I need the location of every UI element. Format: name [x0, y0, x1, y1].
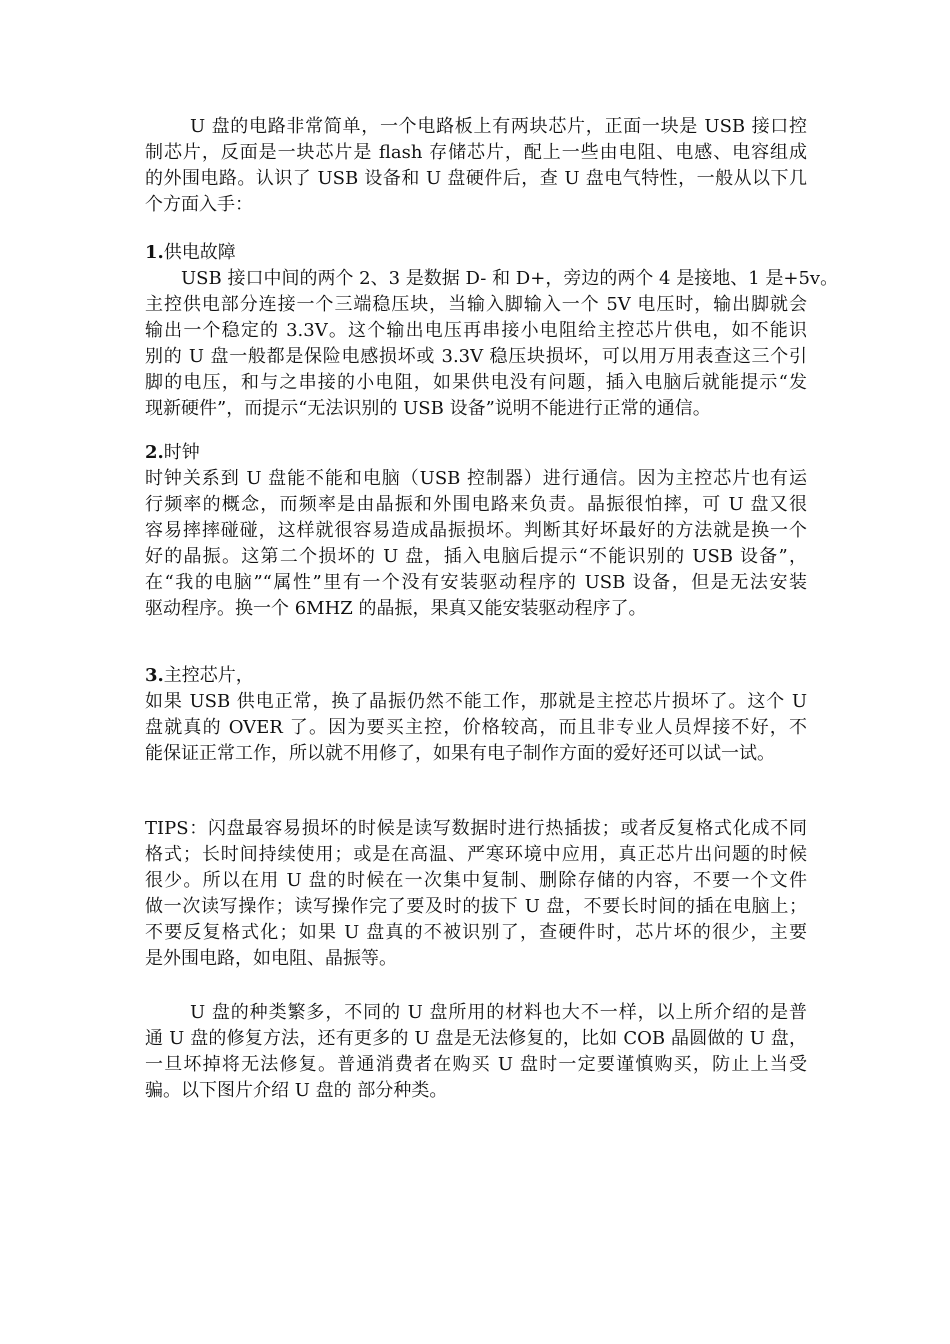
paragraph-line: 好的晶振。这第二个损坏的 U 盘，插入电脑后提示“不能识别的 USB 设备”， [145, 546, 807, 567]
section-number: 2. [145, 442, 164, 463]
intro-line: 个方面入手： [145, 194, 253, 215]
section-title: 主控芯片， [163, 665, 254, 686]
tips-line: TIPS：闪盘最容易损坏的时候是读写数据时进行热插拔；或者反复格式化成不同 [145, 818, 807, 839]
section-heading-controller [145, 663, 254, 689]
tips-line: 格式；长时间持续使用；或是在高温、严寒环境中应用，真正芯片出问题的时候 [145, 844, 807, 865]
section-number: 1. [145, 242, 164, 263]
section-title: 时钟 [163, 442, 200, 463]
tips-line: 不要反复格式化；如果 U 盘真的不被识别了，查硬件时，芯片坏的很少，主要 [145, 922, 807, 943]
intro-line: U 盘的电路非常简单，一个电路板上有两块芯片，正面一块是 USB 接口控 [190, 116, 807, 137]
paragraph-line: 脚的电压，和与之串接的小电阻，如果供电没有问题，插入电脑后就能提示“发 [145, 372, 807, 393]
paragraph-line: 如果 USB 供电正常，换了晶振仍然不能工作，那就是主控芯片损坏了。这个 U [145, 691, 807, 712]
paragraph-line: 在“我的电脑”“属性”里有一个没有安装驱动程序的 USB 设备，但是无法安装 [145, 572, 807, 593]
section-heading-power [145, 240, 236, 266]
paragraph-line: 时钟关系到 U 盘能不能和电脑（USB 控制器）进行通信。因为主控芯片也有运 [145, 468, 807, 489]
tips-line: 是外围电路，如电阻、晶振等。 [145, 948, 397, 969]
section-number: 3. [145, 665, 164, 686]
paragraph-line: 主控供电部分连接一个三端稳压块，当输入脚输入一个 5V 电压时，输出脚就会 [145, 294, 807, 315]
closing-line: 一旦坏掉将无法修复。普通消费者在购买 U 盘时一定要谨慎购买，防止上当受 [145, 1054, 807, 1075]
closing-line: 通 U 盘的修复方法，还有更多的 U 盘是无法修复的，比如 COB 晶圆做的 U 盘， [145, 1028, 807, 1049]
section-title: 供电故障 [163, 242, 236, 263]
section-heading-clock [145, 440, 200, 466]
closing-line: 骗。以下图片介绍 U 盘的 部分种类。 [145, 1080, 448, 1101]
closing-line: U 盘的种类繁多，不同的 U 盘所用的材料也大不一样，以上所介绍的是普 [190, 1002, 807, 1023]
paragraph-line: 别的 U 盘一般都是保险电感损坏或 3.3V 稳压块损坏，可以用万用表查这三个引 [145, 346, 807, 367]
paragraph-line: 现新硬件”，而提示“无法识别的 USB 设备”说明不能进行正常的通信。 [145, 398, 711, 419]
paragraph-line: USB 接口中间的两个 2、3 是数据 D- 和 D+，旁边的两个 4 是接地、1 是+5v。 [181, 268, 839, 289]
tips-line: 做一次读写操作；读写操作完了要及时的拔下 U 盘，不要长时间的插在电脑上； [145, 896, 807, 917]
paragraph-line: 能保证正常工作，所以就不用修了，如果有电子制作方面的爱好还可以试一试。 [145, 743, 775, 764]
paragraph-line: 行频率的概念，而频率是由晶振和外围电路来负责。晶振很怕摔，可 U 盘又很 [145, 494, 807, 515]
intro-line: 制芯片，反面是一块芯片是 flash 存储芯片，配上一些由电阻、电感、电容组成 [145, 142, 807, 163]
paragraph-line: 输出一个稳定的 3.3V。这个输出电压再串接小电阻给主控芯片供电，如不能识 [145, 320, 807, 341]
intro-line: 的外围电路。认识了 USB 设备和 U 盘硬件后，查 U 盘电气特性，一般从以下几 [145, 168, 807, 189]
paragraph-line: 驱动程序。换一个 6MHZ 的晶振，果真又能安装驱动程序了。 [145, 598, 647, 619]
paragraph-line: 盘就真的 OVER 了。因为要买主控，价格较高，而且非专业人员焊接不好，不 [145, 717, 807, 738]
paragraph-line: 容易摔摔碰碰，这样就很容易造成晶振损坏。判断其好坏最好的方法就是换一个 [145, 520, 807, 541]
tips-line: 很少。所以在用 U 盘的时候在一次集中复制、删除存储的内容，不要一个文件 [145, 870, 807, 891]
